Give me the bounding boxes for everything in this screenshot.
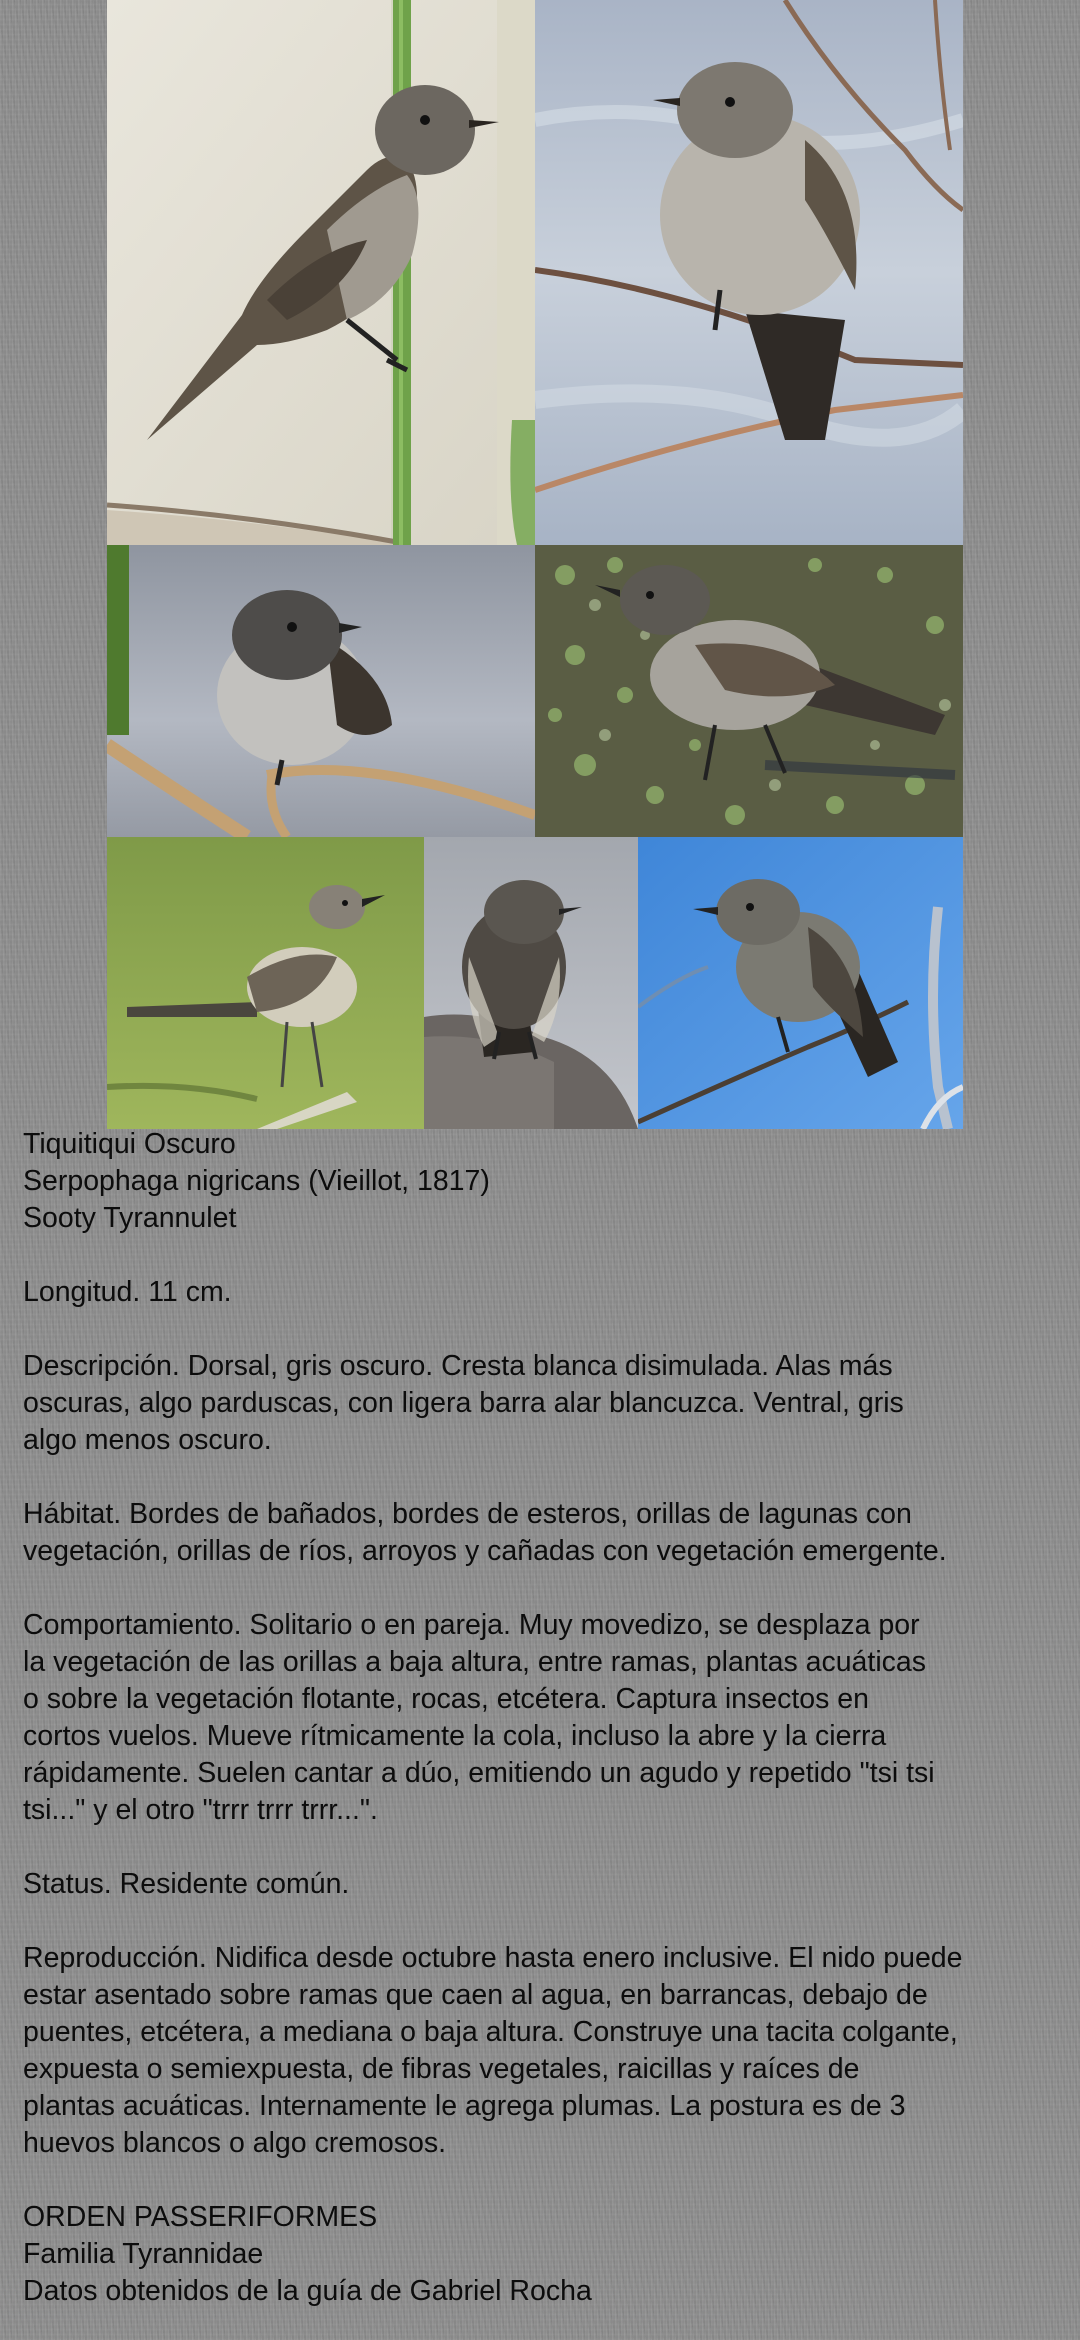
family-text: Familia Tyrannidae: [23, 2238, 264, 2270]
bird-on-floating-vegetation-icon: [535, 545, 963, 837]
photo-bird-on-rock: [424, 837, 638, 1129]
status-text: Status. Residente común.: [23, 1868, 350, 1900]
scientific-name: Serpophaga nigricans (Vieillot, 1817): [23, 1165, 490, 1197]
behavior-line: la vegetación de las orillas a baja altura, entre ramas, plantas acuáticas: [23, 1646, 927, 1678]
description-line: Descripción. Dorsal, gris oscuro. Cresta blanca disimulada. Alas más: [23, 1350, 893, 1382]
reproduction-line: Reproducción. Nidifica desde octubre hasta enero inclusive. El nido puede: [23, 1942, 963, 1974]
photo-bird-on-reed: [107, 0, 535, 545]
reproduction-line: expuesta o semiexpuesta, de fibras vegetales, raicillas y raíces de: [23, 2053, 860, 2085]
photo-bird-on-twig-sky: [638, 837, 963, 1129]
bird-perched-on-reed-icon: [107, 0, 535, 545]
habitat-line: vegetación, orillas de ríos, arroyos y cañadas con vegetación emergente.: [23, 1535, 947, 1567]
photo-bird-on-vegetation: [535, 545, 963, 837]
bird-on-twig-blue-sky-icon: [638, 837, 963, 1129]
spacer: [23, 2162, 1063, 2199]
behavior-line: tsi..." y el otro "trrr trrr trrr...".: [23, 1794, 378, 1826]
reproduction-line: plantas acuáticas. Internamente le agrega plumas. La postura es de 3: [23, 2090, 906, 2122]
behavior-paragraph: [23, 1607, 1063, 1829]
bird-on-grass-icon: [107, 837, 424, 1129]
reproduction-line: puentes, etcétera, a mediana o baja altura. Construye una tacita colgante,: [23, 2016, 958, 2048]
reproduction-paragraph: [23, 1940, 1063, 2162]
reproduction-line: huevos blancos o algo cremosos.: [23, 2127, 446, 2159]
species-article: [23, 1126, 1063, 2310]
photo-bird-on-grass: [107, 837, 424, 1129]
bird-on-dry-stem-icon: [107, 545, 535, 837]
spacer: [23, 1570, 1063, 1607]
english-name: Sooty Tyrannulet: [23, 1202, 237, 1234]
behavior-line: o sobre la vegetación flotante, rocas, etcétera. Captura insectos en: [23, 1683, 869, 1715]
habitat-line: Hábitat. Bordes de bañados, bordes de esteros, orillas de lagunas con: [23, 1498, 912, 1530]
source-credit: Datos obtenidos de la guía de Gabriel Rocha: [23, 2275, 592, 2307]
bird-on-rock-icon: [424, 837, 638, 1129]
length-text: Longitud. 11 cm.: [23, 1276, 232, 1308]
behavior-line: rápidamente. Suelen cantar a dúo, emitiendo un agudo y repetido "tsi tsi: [23, 1757, 935, 1789]
description-line: algo menos oscuro.: [23, 1424, 272, 1456]
bird-perched-on-branch-over-water-icon: [535, 0, 963, 545]
photo-collage: [107, 0, 963, 1129]
behavior-line: Comportamiento. Solitario o en pareja. Muy movedizo, se desplaza por: [23, 1609, 920, 1641]
spacer: [23, 1311, 1063, 1348]
order-text: ORDEN PASSERIFORMES: [23, 2201, 378, 2233]
habitat-paragraph: [23, 1496, 1063, 1570]
behavior-line: cortos vuelos. Mueve rítmicamente la cola, incluso la abre y la cierra: [23, 1720, 887, 1752]
spacer: [23, 1829, 1063, 1866]
spacer: [23, 1903, 1063, 1940]
description-paragraph: [23, 1348, 1063, 1459]
description-line: oscuras, algo parduscas, con ligera barra alar blancuzca. Ventral, gris: [23, 1387, 904, 1419]
reproduction-line: estar asentado sobre ramas que caen al agua, en barrancas, debajo de: [23, 1979, 928, 2011]
common-name: Tiquitiqui Oscuro: [23, 1128, 236, 1160]
spacer: [23, 1459, 1063, 1496]
photo-bird-on-branch-water: [535, 0, 963, 545]
spacer: [23, 1237, 1063, 1274]
photo-bird-on-stem: [107, 545, 535, 837]
